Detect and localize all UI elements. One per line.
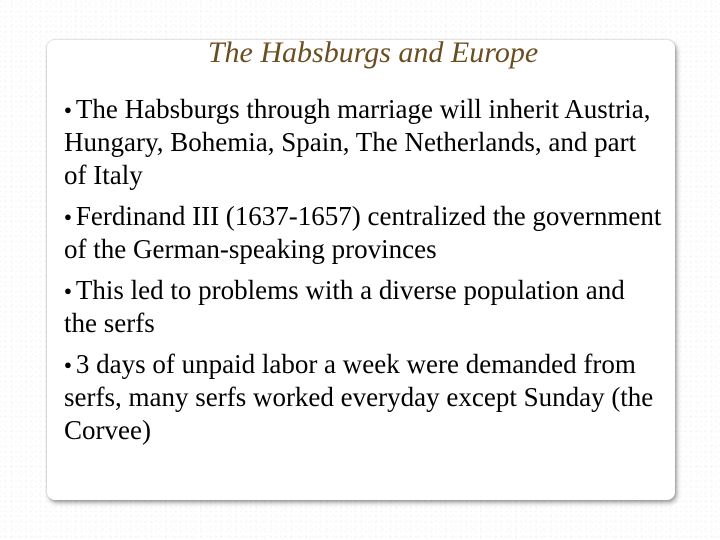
- bullet-icon: ●: [64, 102, 72, 117]
- bullet-text: This led to problems with a diverse population and the serfs: [64, 275, 625, 338]
- bullet-text: 3 days of unpaid labor a week were demanded from serfs, many serfs worked everyday except Sunday (the Corvee): [64, 349, 654, 445]
- bullet-item: [64, 348, 664, 447]
- bullet-item: [64, 200, 664, 266]
- bullet-icon: ●: [64, 283, 72, 298]
- bullet-item: [64, 93, 664, 192]
- bullet-icon: ●: [64, 357, 72, 372]
- bullet-icon: ●: [64, 209, 72, 224]
- bullet-text: The Habsburgs through marriage will inherit Austria, Hungary, Bohemia, Spain, The Netherlands, and part of Italy: [64, 94, 651, 190]
- slide-title: The Habsburgs and Europe: [207, 36, 539, 69]
- bullet-text: Ferdinand III (1637-1657) centralized the government of the German-speaking provinces: [64, 201, 662, 264]
- bullet-list: [64, 93, 664, 455]
- bullet-item: [64, 274, 664, 340]
